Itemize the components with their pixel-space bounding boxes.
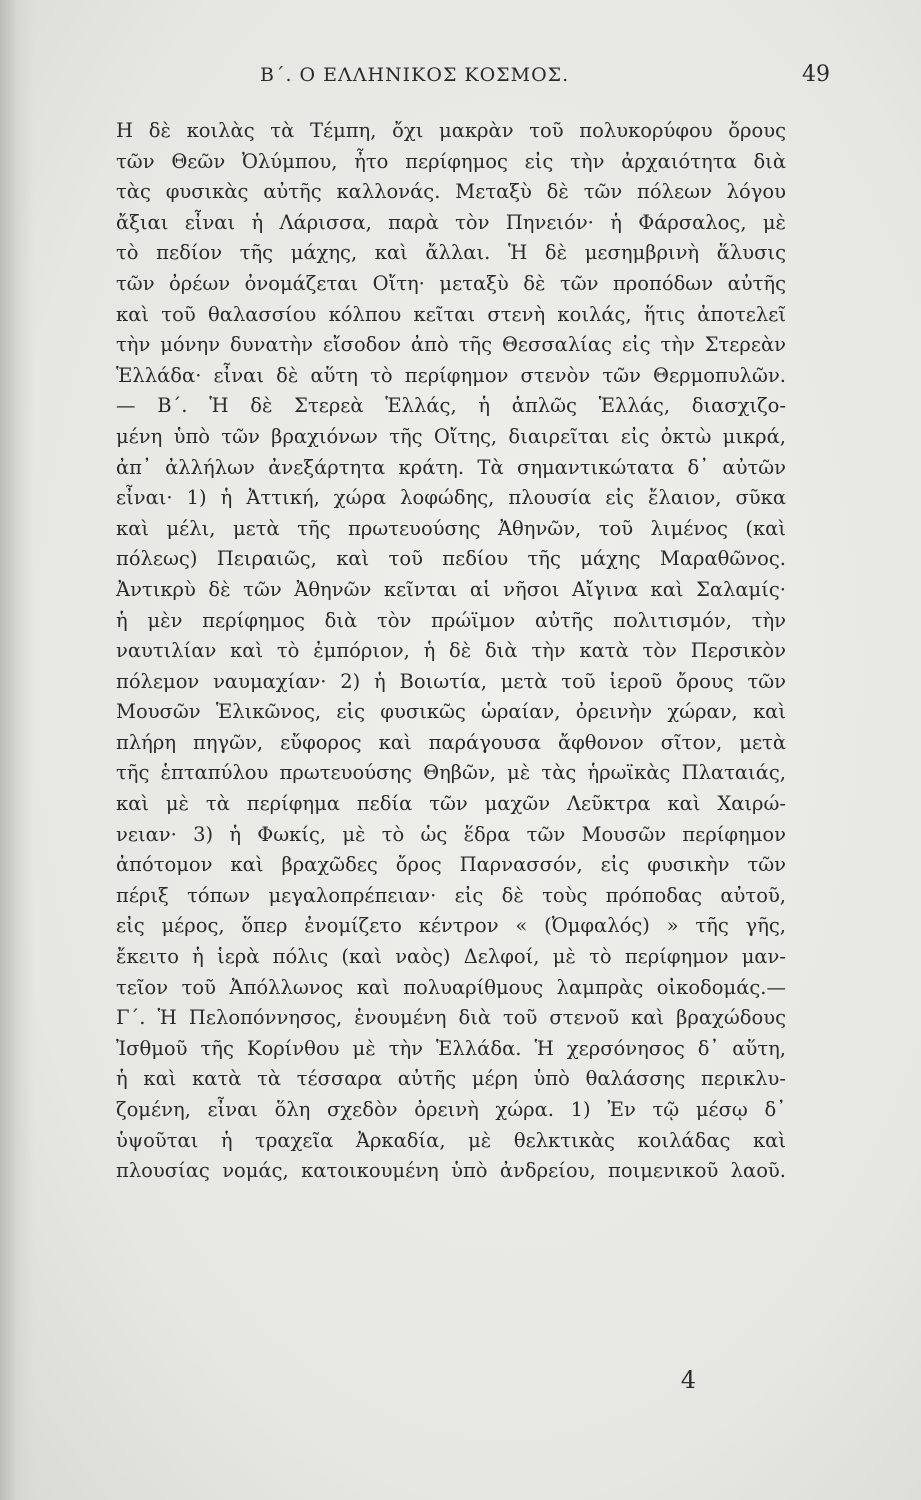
text-line: ἄξιαι εἶναι ἡ Λάρισσα, παρὰ τὸν Πηνειόν· ἡ Φάρσαλος, μὲ bbox=[116, 210, 786, 234]
text-line: ἀπότομον καὶ βραχῶδες ὄρος Παρνασσόν, εἰς φυσικὴν τῶν bbox=[116, 853, 786, 877]
text-line: τὰς φυσικὰς αὐτῆς καλλονάς. Μεταξὺ δὲ τῶν πόλεων λόγου bbox=[116, 180, 786, 204]
text-line: τὴν μόνην δυνατὴν εἴσοδον ἀπὸ τῆς Θεσσαλίας εἰς τὴν Στερεὰν bbox=[116, 333, 786, 357]
text-line: ἔκειτο ἡ ἱερὰ πόλις (καὶ ναὸς) Δελφοί, μὲ τὸ περίφημον μαν- bbox=[116, 945, 786, 969]
text-line: Ἰσθμοῦ τῆς Κορίνθου μὲ τὴν Ἑλλάδα. Ἡ χερσόνησος δ᾿ αὕτη, bbox=[116, 1036, 786, 1060]
text-line: ὑψοῦται ἡ τραχεῖα Ἀρκαδία, μὲ θελκτικὰς κοιλάδας καὶ bbox=[116, 1128, 786, 1152]
text-line: ναυτιλίαν καὶ τὸ ἐμπόριον, ἡ δὲ διὰ τὴν κατὰ τὸν Περσικὸν bbox=[116, 639, 786, 663]
text-line: ἡ καὶ κατὰ τὰ τέσσαρα αὐτῆς μέρη ὑπὸ θαλάσσης περικλυ- bbox=[116, 1067, 786, 1091]
text-line: πλήρη πηγῶν, εὔφορος καὶ παράγουσα ἄφθονον σῖτον, μετὰ bbox=[116, 730, 786, 754]
text-line: ἡ μὲν περίφημος διὰ τὸν πρώϊμον αὐτῆς πολιτισμόν, τὴν bbox=[116, 608, 786, 632]
text-line: Ἑλλάδα· εἶναι δὲ αὕτη τὸ περίφημον στενὸν τῶν Θερμοπυλῶν. bbox=[116, 363, 786, 387]
text-line: πόλεμον ναυμαχίαν· 2) ἡ Βοιωτία, μετὰ τοῦ ἱεροῦ ὄρους τῶν bbox=[116, 669, 786, 693]
text-line: νειαν· 3) ἡ Φωκίς, μὲ τὸ ὡς ἕδρα τῶν Μουσῶν περίφημον bbox=[116, 822, 786, 846]
text-line: ζομένη, εἶναι ὅλη σχεδὸν ὀρεινὴ χώρα. 1) Ἐν τῷ μέσῳ δ᾿ bbox=[116, 1098, 786, 1121]
signature-mark: 4 bbox=[680, 1366, 696, 1394]
text-line: πόλεως) Πειραιῶς, καὶ τοῦ πεδίου τῆς μάχης Μαραθῶνος. bbox=[116, 547, 786, 571]
text-line: πλουσίας νομάς, κατοικουμένη ὑπὸ ἀνδρείου, ποιμενικοῦ λαοῦ. bbox=[116, 1159, 786, 1183]
text-line: τῶν ὀρέων ὀνομάζεται Οἴτη· μεταξὺ δὲ τῶν προπόδων αὐτῆς bbox=[116, 271, 786, 295]
text-line: τεῖον τοῦ Ἀπόλλωνος καὶ πολυαρίθμους λαμπρὰς οἰκοδομάς.— bbox=[116, 975, 786, 999]
text-line: εἰς μέρος, ὅπερ ἐνομίζετο κέντρον « (Ὀμφαλός) » τῆς γῆς, bbox=[116, 914, 786, 938]
text-line: καὶ μέλι, μετὰ τῆς πρωτευούσης Ἀθηνῶν, τοῦ λιμένος (καὶ bbox=[116, 516, 786, 540]
text-line: μένη ὑπὸ τῶν βραχιόνων τῆς Οἴτης, διαιρεῖται εἰς ὀκτὼ μικρά, bbox=[116, 424, 786, 448]
text-line: Μουσῶν Ἑλικῶνος, εἰς φυσικῶς ὡραίαν, ὀρεινὴν χώραν, καὶ bbox=[116, 700, 786, 724]
page-number: 49 bbox=[802, 62, 830, 87]
text-line: Γ΄. Ἡ Πελοπόννησος, ἑνουμένη διὰ τοῦ στενοῦ καὶ βραχώδους bbox=[116, 1006, 786, 1030]
gutter-shadow bbox=[0, 0, 34, 1500]
text-line: Ἀντικρὺ δὲ τῶν Ἀθηνῶν κεῖνται αἱ νῆσοι Αἴγινα καὶ Σαλαμίς· bbox=[116, 577, 786, 601]
text-line: Η δὲ κοιλὰς τὰ Τέμπη, ὄχι μακρὰν τοῦ πολυκορύφου ὄρους bbox=[116, 119, 786, 142]
text-line: εἶναι· 1) ἡ Ἀττική, χώρα λοφώδης, πλουσία εἰς ἔλαιον, σῦκα bbox=[116, 486, 786, 510]
body-text bbox=[116, 116, 786, 1187]
text-line: καὶ μὲ τὰ περίφημα πεδία τῶν μαχῶν Λεῦκτρα καὶ Χαιρώ- bbox=[116, 792, 786, 816]
text-line: τῆς ἑπταπύλου πρωτευούσης Θηβῶν, μὲ τὰς ἡρωϊκὰς Πλαταιάς, bbox=[116, 761, 786, 785]
text-line: πέριξ τόπων μεγαλοπρέπειαν· εἰς δὲ τοὺς πρόποδας αὐτοῦ, bbox=[116, 883, 786, 907]
text-line: καὶ τοῦ θαλασσίου κόλπου κεῖται στενὴ κοιλάς, ἥτις ἀποτελεῖ bbox=[116, 302, 786, 326]
text-line: τὸ πεδίον τῆς μάχης, καὶ ἄλλαι. Ἡ δὲ μεσημβρινὴ ἅλυσις bbox=[116, 241, 786, 265]
page-header bbox=[110, 62, 830, 96]
text-line: τῶν Θεῶν Ὀλύμπου, ἦτο περίφημος εἰς τὴν ἀρχαιότητα διὰ bbox=[116, 149, 786, 173]
running-head: Β΄. Ο ΕΛΛΗΝΙΚΟΣ ΚΟΣΜΟΣ. bbox=[260, 64, 570, 86]
text-line: ἀπ᾿ ἀλλήλων ἀνεξάρτητα κράτη. Τὰ σημαντικώτατα δ᾿ αὐτῶν bbox=[116, 455, 786, 479]
text-line: — Β΄. Ἡ δὲ Στερεὰ Ἑλλάς, ἡ ἁπλῶς Ἑλλάς, διασχιζο- bbox=[116, 394, 786, 418]
